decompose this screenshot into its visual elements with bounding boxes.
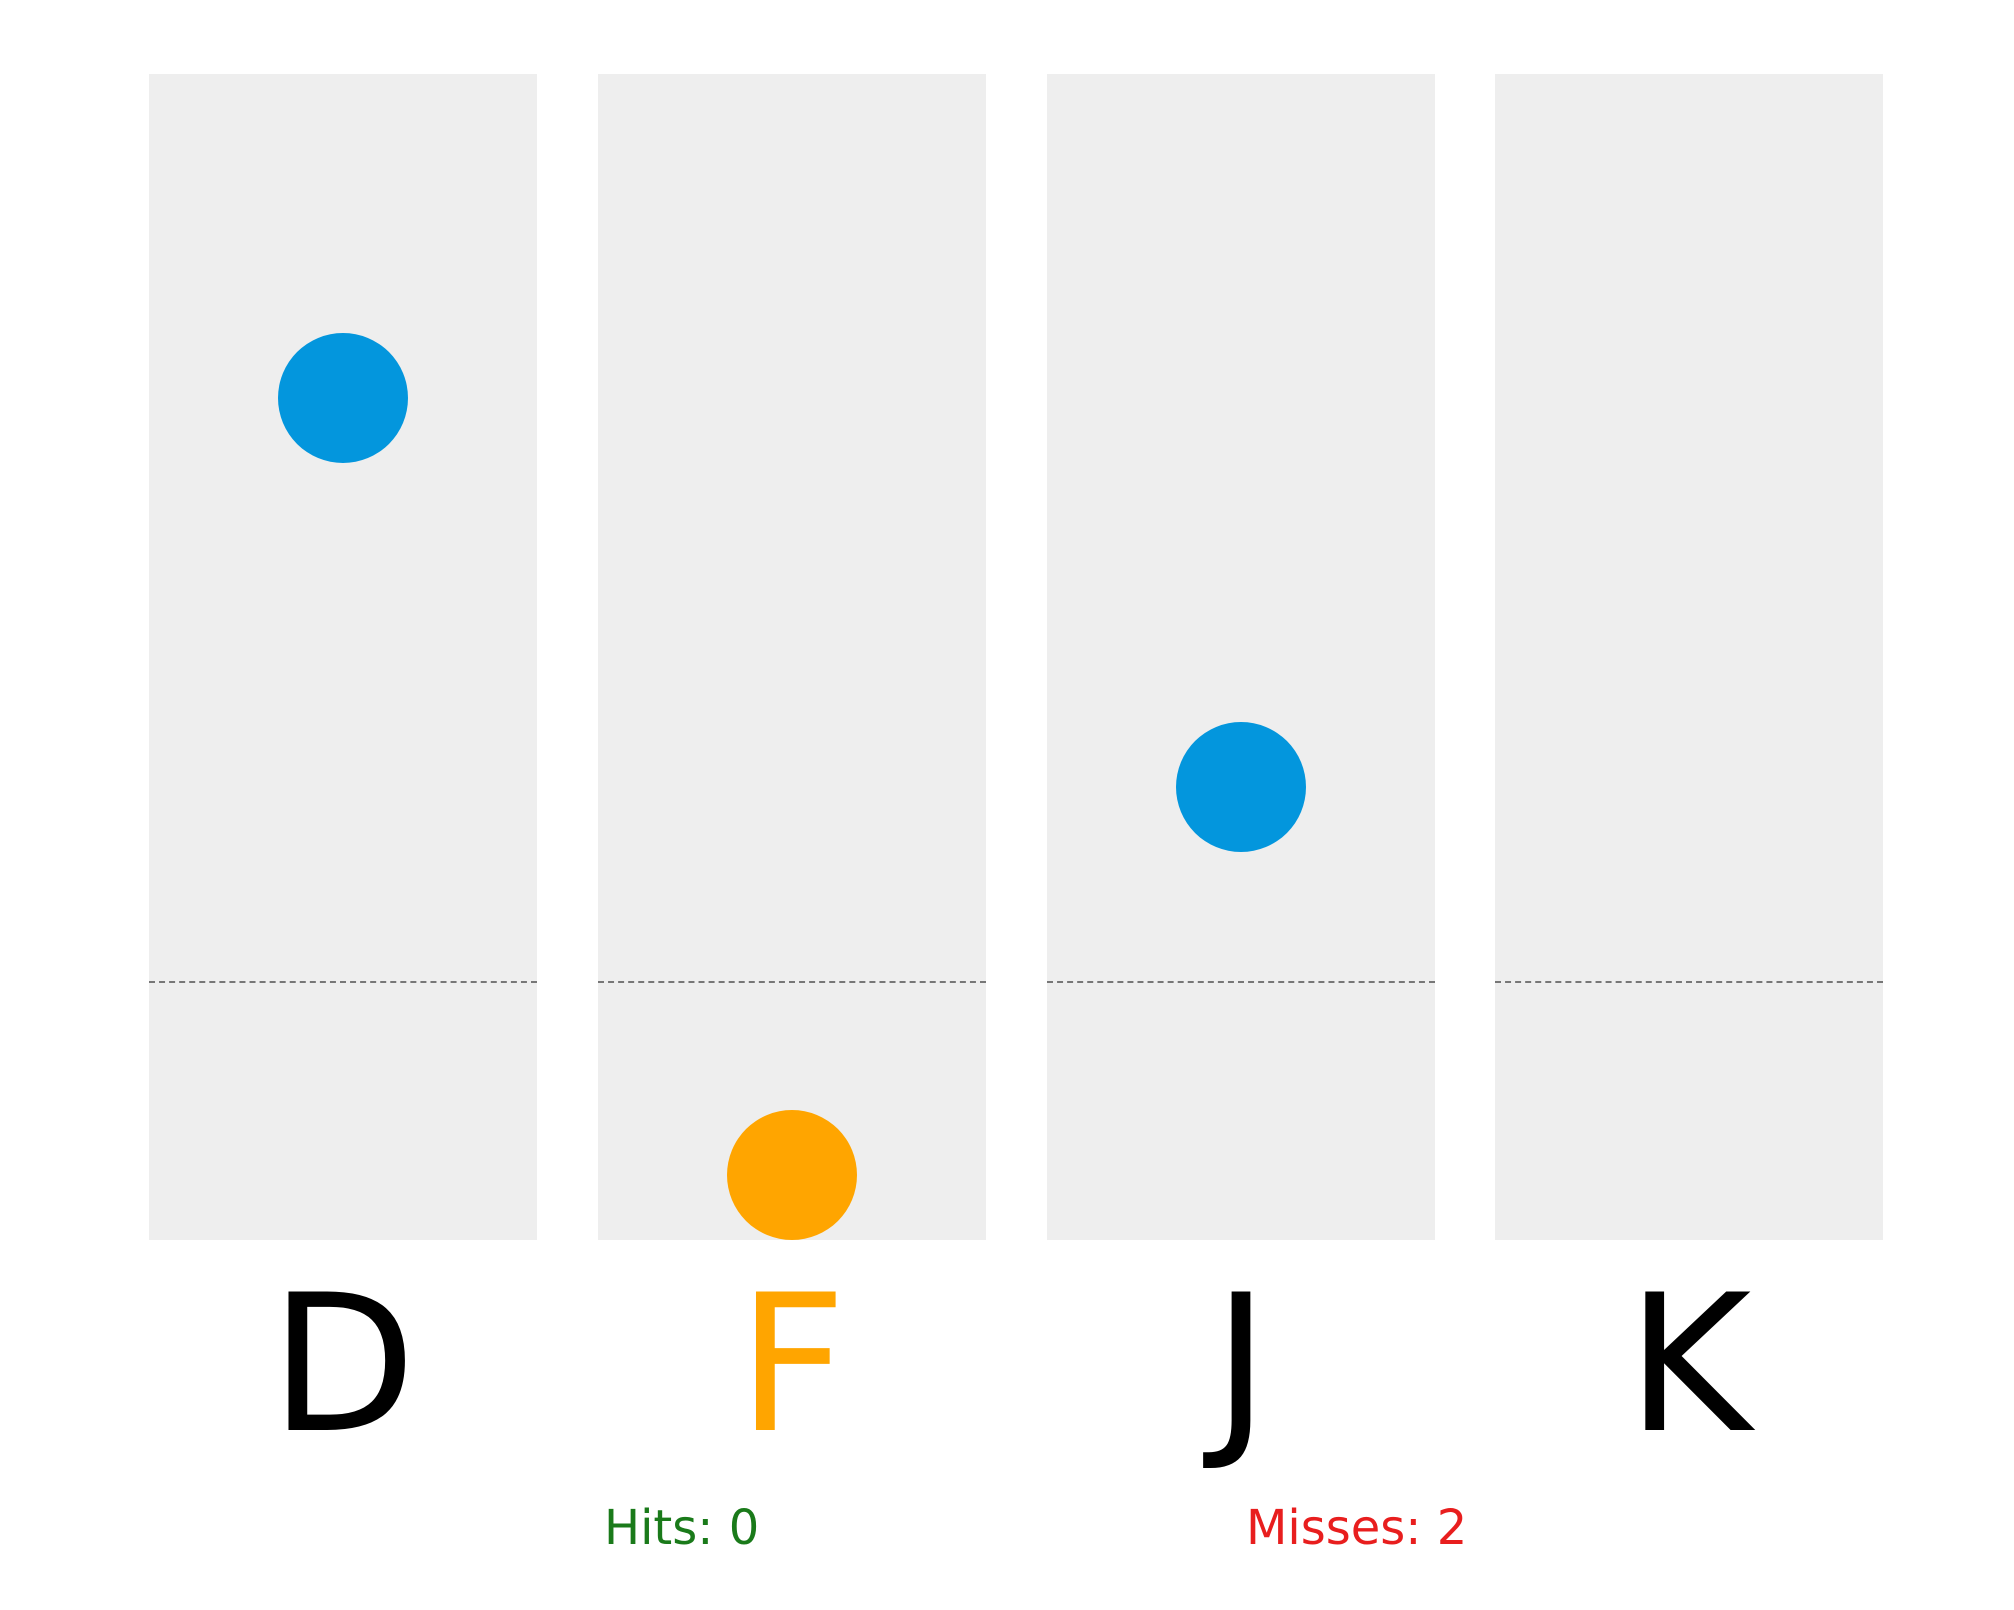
hit-line <box>1047 981 1435 983</box>
hit-line <box>1495 981 1883 983</box>
lane-j[interactable] <box>1047 74 1435 1240</box>
hits-counter: Hits: 0 <box>604 1500 760 1556</box>
lane-d[interactable] <box>149 74 537 1240</box>
key-label-d: D <box>269 1254 417 1475</box>
lane-k[interactable] <box>1495 74 1883 1240</box>
note-active <box>727 1110 857 1240</box>
hit-line <box>149 981 537 983</box>
misses-counter: Misses: 2 <box>1246 1500 1468 1556</box>
key-label-k: K <box>1626 1254 1752 1475</box>
key-label-j: J <box>1212 1254 1270 1475</box>
lane-f[interactable] <box>598 74 986 1240</box>
note-falling <box>278 333 408 463</box>
note-falling <box>1176 722 1306 852</box>
key-label-f: F <box>737 1254 847 1475</box>
hit-line <box>598 981 986 983</box>
